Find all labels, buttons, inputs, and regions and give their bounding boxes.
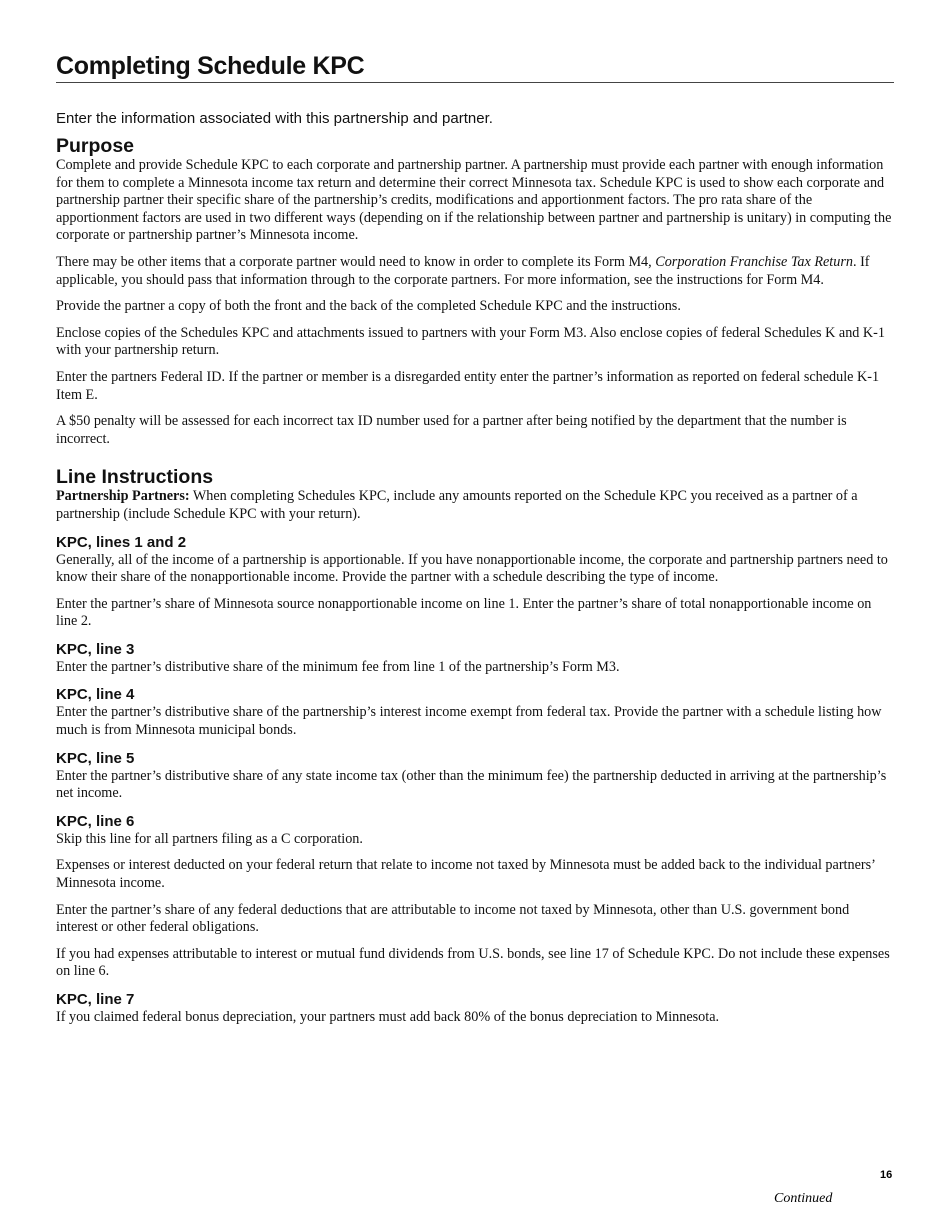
line-3-heading: KPC, line 3 (56, 640, 135, 658)
line-6-paragraph-1: Skip this line for all partners filing as a C corporation. (56, 830, 363, 847)
purpose-paragraph-1: Complete and provide Schedule KPC to each corporate and partnership partner. A partnership must provide each partner with enough information for them to complete a Minnesota income tax return and determine their correct Minnesota tax. Schedule KPC is used to show each corporate and partnership partner their specific share of the partnership’s credits, modifications and apportionment factors. The pro rata share of the apportionment factors are used in two different ways (depending on if the relationship between partner and partnership is unitary) in computing the corporate or partnership partner’s Minnesota income. (56, 157, 892, 244)
purpose-paragraph-5: Enter the partners Federal ID. If the partner or member is a disregarded entity enter the partner’s information as reported on federal schedule K-1 Item E. (56, 368, 880, 403)
partnership-partners-text: When completing Schedules KPC, include any amounts reported on the Schedule KPC you received as a partner of a partnership (include Schedule KPC with your return). (56, 488, 858, 522)
purpose-section (56, 135, 894, 448)
line-3-paragraph-1: Enter the partner’s distributive share of the minimum fee from line 1 of the partnership’s Form M3. (56, 658, 620, 675)
purpose-heading: Purpose (56, 135, 135, 157)
purpose-paragraph-3: Provide the partner a copy of both the front and the back of the completed Schedule KPC and the instructions. (56, 298, 681, 315)
line-4-paragraph-1: Enter the partner’s distributive share of the partnership’s interest income exempt from federal tax. Provide the partner with a schedule listing how much is from Minnesota municipal bonds. (56, 704, 882, 739)
partnership-partners-label: Partnership Partners: (56, 488, 190, 505)
lines-1-2-heading: KPC, lines 1 and 2 (56, 533, 187, 551)
document-page (56, 50, 894, 1027)
continued-label: Continued (774, 1191, 833, 1206)
line-5-paragraph-1: Enter the partner’s distributive share of any state income tax (other than the minimum fee) the partnership deducted in arriving at the partnership’s net income. (56, 767, 887, 802)
line-6-heading: KPC, line 6 (56, 812, 135, 830)
purpose-paragraph-6: A $50 penalty will be assessed for each incorrect tax ID number used for a partner after being notified by the department that the number is incorrect. (56, 413, 847, 447)
purpose-paragraph-2-part-b: . If applicable, you should pass that information through to the corporate partners. For more information, see the instructions for Form M4. (56, 253, 870, 288)
line-instructions-heading: Line Instructions (56, 466, 214, 489)
line-6-paragraph-4: If you had expenses attributable to interest or mutual fund dividends from U.S. bonds, see line 17 of Schedule KPC. Do not include these expenses on line 6. (56, 945, 890, 980)
line-5-heading: KPC, line 5 (56, 749, 135, 767)
line-instructions-section (56, 466, 894, 1026)
partnership-partners-paragraph (56, 488, 894, 523)
page-number: 16 (880, 1169, 893, 1181)
line-7-heading: KPC, line 7 (56, 991, 135, 1008)
line-4-heading: KPC, line 4 (56, 686, 135, 704)
purpose-paragraph-4: Enclose copies of the Schedules KPC and attachments issued to partners with your Form M3. Also enclose copies of federal Schedules K and K-1 with your partnership return. (56, 324, 885, 359)
line-7-paragraph-1: If you claimed federal bonus depreciation, your partners must add back 80% of the bonus depreciation to Minnesota. (56, 1009, 720, 1025)
purpose-paragraph-2 (56, 254, 894, 289)
line-6-paragraph-3: Enter the partner’s share of any federal deductions that are attributable to income not taxed by Minnesota, other than U.S. government bond interest or other federal obligations. (56, 901, 850, 936)
lines-1-2-paragraph-1: Generally, all of the income of a partnership is apportionable. If you have nonapportionable income, the corporate and partnership partners need to know their share of the nonapportionable income. Provide the partner with a schedule describing the type of income. (56, 551, 888, 586)
page-title: Completing Schedule KPC (56, 50, 894, 83)
purpose-paragraph-2-part-a: There may be other items that a corporate partner would need to know in order to complete its Form M4, (56, 253, 656, 270)
line-6-paragraph-2: Expenses or interest deducted on your federal return that relate to income not taxed by Minnesota must be added back to the individual partners’ Minnesota income. (56, 857, 875, 892)
form-m4-title: Corporation Franchise Tax Return (655, 253, 853, 270)
intro-text: Enter the information associated with this partnership and partner. (56, 110, 493, 127)
lines-1-2-paragraph-2: Enter the partner’s share of Minnesota source nonapportionable income on line 1. Enter the partner’s share of total nonapportionable income on line 2. (56, 595, 872, 630)
